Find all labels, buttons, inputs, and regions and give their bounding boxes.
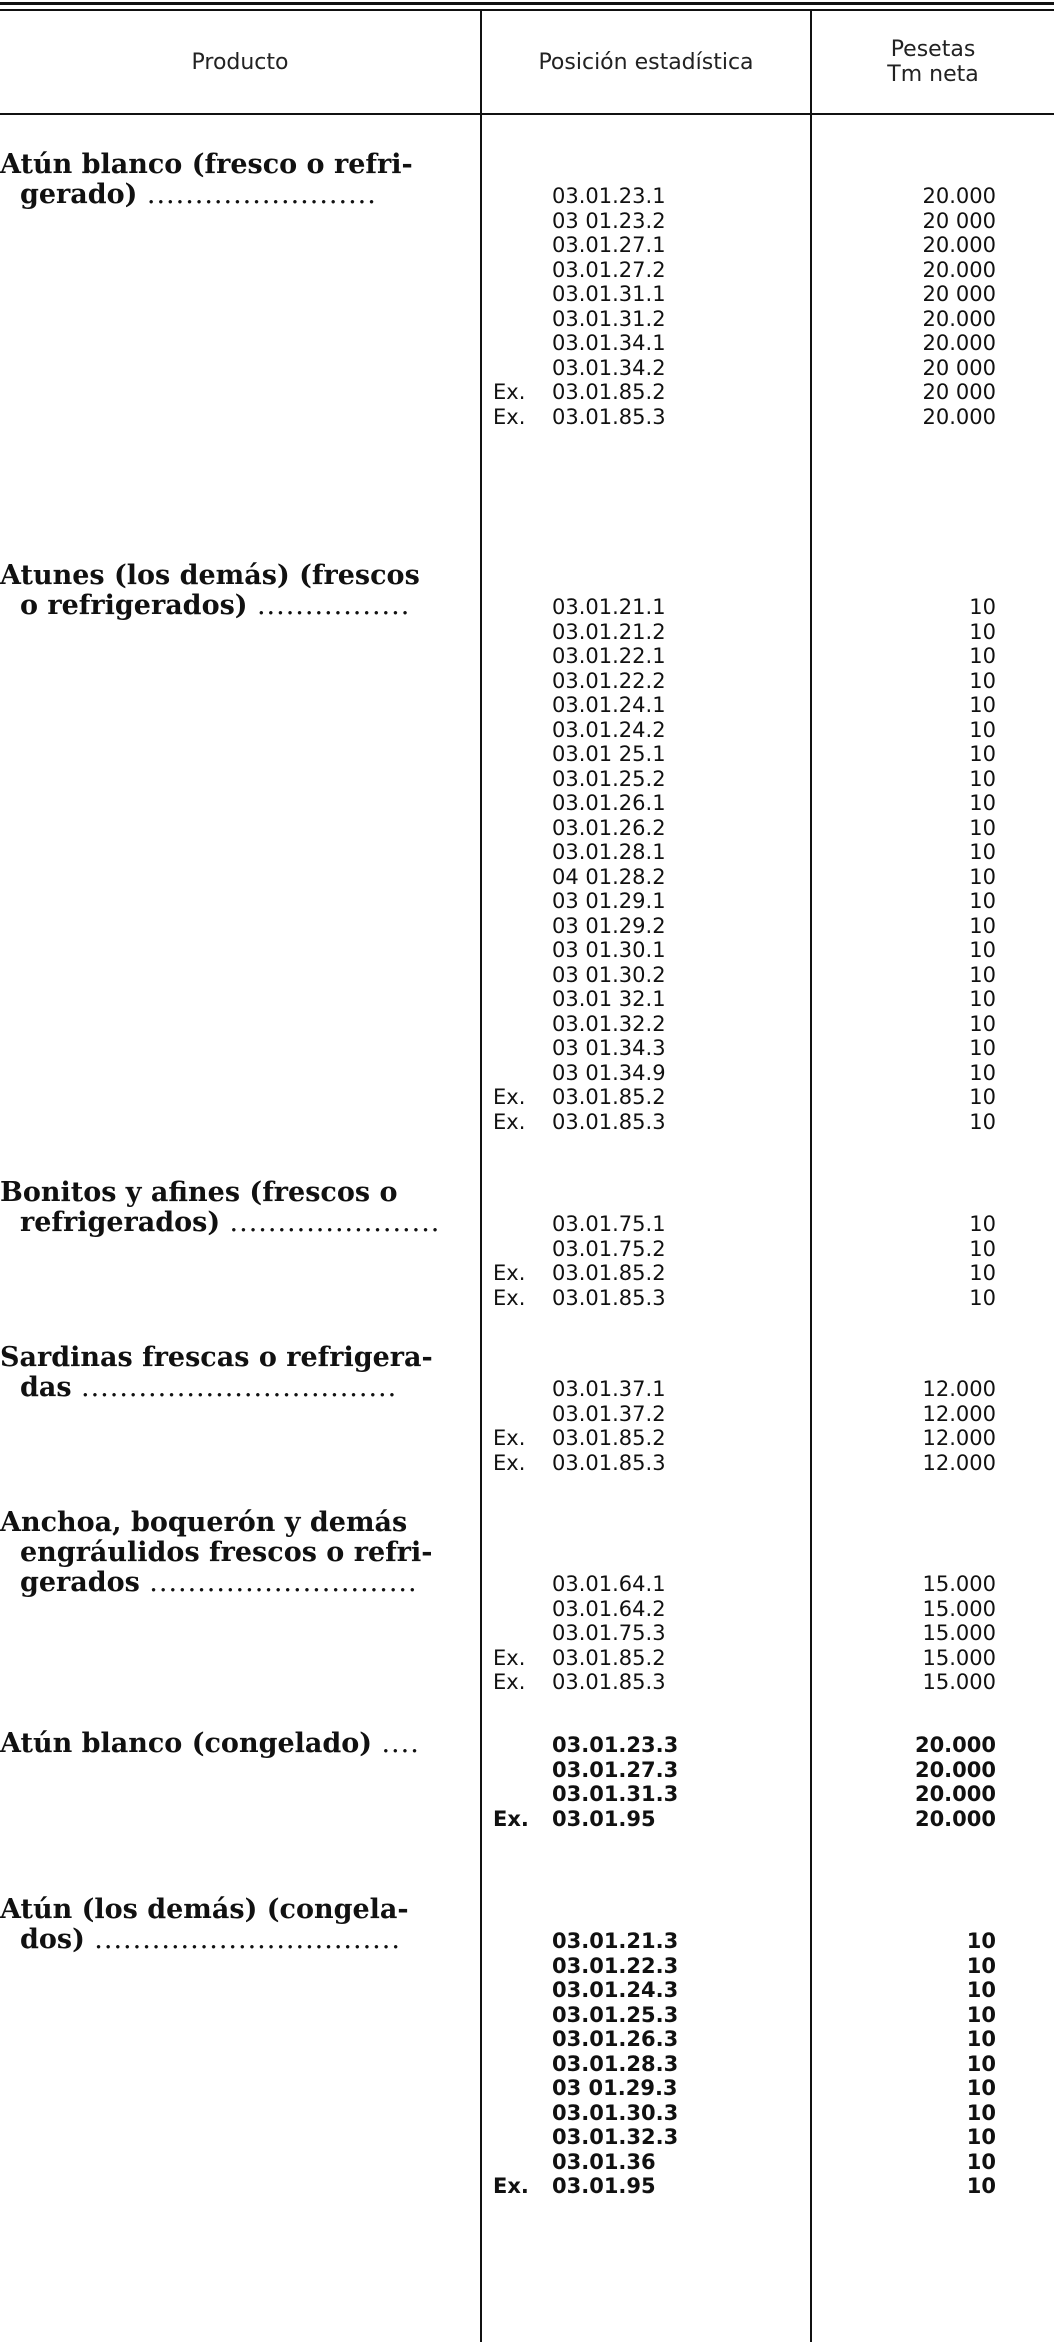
leader-dots: ...................... bbox=[229, 1208, 441, 1238]
leader-dots: ................................ bbox=[94, 1925, 401, 1955]
pesetas-value: 20.000 bbox=[914, 1782, 996, 1806]
pesetas-value: 10 bbox=[966, 2051, 996, 2076]
table-row bbox=[0, 331, 1054, 356]
product-line: Sardinas frescas o refrigera- bbox=[0, 1343, 433, 1373]
table-row bbox=[0, 1621, 1054, 1646]
table-row bbox=[0, 2101, 1054, 2126]
leader-dots: ............................ bbox=[149, 1568, 418, 1598]
statistical-position: 03.01.64.2 bbox=[552, 1596, 666, 1621]
table-row bbox=[0, 1110, 1054, 1135]
pesetas-value: 10 bbox=[969, 1085, 996, 1109]
statistical-position: 03.01.21.2 bbox=[552, 619, 666, 644]
product-line: engráulidos frescos o refri- bbox=[20, 1538, 433, 1568]
table-row bbox=[0, 1758, 1054, 1783]
pesetas-value: 15.000 bbox=[922, 1572, 996, 1596]
pesetas-value: 10 bbox=[969, 815, 996, 840]
table-row bbox=[0, 209, 1054, 234]
pesetas-value: 10 bbox=[969, 766, 996, 791]
table-row bbox=[0, 2125, 1054, 2150]
table-row bbox=[0, 258, 1054, 283]
statistical-position: 03.01.30.3 bbox=[552, 2100, 679, 2125]
statistical-position: 03.01.21.1 bbox=[552, 595, 666, 619]
statistical-position: 03.01.85.2 bbox=[552, 380, 666, 404]
pesetas-value: 10 bbox=[969, 717, 996, 742]
table-row bbox=[0, 2003, 1054, 2028]
pesetas-value: 10 bbox=[969, 913, 996, 938]
pesetas-value: 12.000 bbox=[922, 1401, 996, 1426]
pesetas-value: 10 bbox=[966, 2149, 996, 2174]
ex-prefix: Ex. bbox=[493, 1670, 526, 1694]
product-line: Atunes (los demás) (frescos bbox=[0, 561, 420, 591]
pesetas-value: 10 bbox=[969, 1036, 996, 1060]
pesetas-value: 10 bbox=[966, 2076, 996, 2100]
ex-prefix: Ex. bbox=[493, 1450, 526, 1475]
leader-dots: ................................. bbox=[80, 1373, 398, 1403]
table-row bbox=[0, 2174, 1054, 2199]
statistical-position: 03.01 25.1 bbox=[552, 742, 666, 766]
statistical-position: 03.01.26.1 bbox=[552, 791, 666, 815]
statistical-position: 03.01.27.1 bbox=[552, 233, 666, 257]
table-row bbox=[0, 1572, 1054, 1597]
table-row bbox=[0, 669, 1054, 694]
ex-prefix: Ex. bbox=[493, 1645, 526, 1670]
table-row bbox=[0, 1061, 1054, 1086]
pesetas-value: 10 bbox=[966, 1953, 996, 1978]
statistical-position: 03.01.85.3 bbox=[552, 1285, 666, 1310]
statistical-position: 03.01.32.3 bbox=[552, 2125, 679, 2149]
pesetas-value: 10 bbox=[966, 1929, 996, 1953]
header-producto: Producto bbox=[191, 49, 289, 75]
table-row bbox=[0, 791, 1054, 816]
statistical-position: 03 01.34.9 bbox=[552, 1060, 666, 1085]
table-row bbox=[0, 1807, 1054, 1832]
table-row bbox=[0, 1451, 1054, 1476]
table-row bbox=[0, 767, 1054, 792]
statistical-position: 03.01.23.3 bbox=[552, 1733, 679, 1757]
product-line: Anchoa, boquerón y demás bbox=[0, 1508, 408, 1538]
pesetas-value: 15.000 bbox=[922, 1645, 996, 1670]
leader-dots: ........................ bbox=[146, 180, 377, 210]
statistical-position: 03.01.85.2 bbox=[552, 1426, 666, 1450]
table-row bbox=[0, 1733, 1054, 1758]
pesetas-value: 10 bbox=[969, 1109, 996, 1134]
pesetas-value: 12.000 bbox=[922, 1426, 996, 1450]
ex-prefix: Ex. bbox=[493, 404, 526, 429]
pesetas-value: 10 bbox=[969, 1011, 996, 1036]
pesetas-value: 10 bbox=[969, 742, 996, 766]
ex-prefix: Ex. bbox=[493, 1806, 529, 1831]
product-line: o refrigerados) ................ bbox=[20, 591, 411, 621]
statistical-position: 03.01.28.1 bbox=[552, 840, 666, 864]
code-rows bbox=[0, 1212, 1054, 1310]
header-rule bbox=[0, 113, 1054, 115]
table-row bbox=[0, 1286, 1054, 1311]
statistical-position: 03 01.30.1 bbox=[552, 938, 666, 962]
table-row bbox=[0, 2052, 1054, 2077]
pesetas-value: 20.000 bbox=[922, 404, 996, 429]
pesetas-value: 10 bbox=[966, 2002, 996, 2027]
table-row bbox=[0, 1085, 1054, 1110]
top-rule bbox=[0, 2, 1054, 5]
statistical-position: 03.01.37.1 bbox=[552, 1377, 666, 1401]
pesetas-value: 20 000 bbox=[922, 380, 996, 404]
pesetas-value: 10 bbox=[966, 2174, 996, 2198]
pesetas-value: 10 bbox=[969, 987, 996, 1011]
product-line: das ................................. bbox=[20, 1373, 398, 1403]
statistical-position: 03.01.24.3 bbox=[552, 1978, 679, 2002]
statistical-position: 03.01.95 bbox=[552, 2174, 656, 2198]
ex-prefix: Ex. bbox=[493, 1426, 526, 1450]
pesetas-value: 20 000 bbox=[922, 208, 996, 233]
pesetas-value: 20.000 bbox=[914, 1757, 996, 1782]
statistical-position: 03.01 32.1 bbox=[552, 987, 666, 1011]
table-row bbox=[0, 889, 1054, 914]
statistical-position: 03.01.85.2 bbox=[552, 1645, 666, 1670]
statistical-position: 03.01.85.2 bbox=[552, 1085, 666, 1109]
ex-prefix: Ex. bbox=[493, 1109, 526, 1134]
code-rows bbox=[0, 184, 1054, 429]
pesetas-value: 10 bbox=[969, 644, 996, 668]
table-row bbox=[0, 914, 1054, 939]
pesetas-value: 10 bbox=[969, 1212, 996, 1236]
statistical-position: 03.01.22.3 bbox=[552, 1953, 679, 1978]
code-rows bbox=[0, 1377, 1054, 1475]
table-row bbox=[0, 963, 1054, 988]
pesetas-value: 20.000 bbox=[914, 1733, 996, 1757]
table-row bbox=[0, 1597, 1054, 1622]
ex-prefix: Ex. bbox=[493, 380, 526, 404]
table-row bbox=[0, 840, 1054, 865]
table-row bbox=[0, 405, 1054, 430]
code-rows bbox=[0, 595, 1054, 1134]
pesetas-value: 10 bbox=[966, 1978, 996, 2002]
ex-prefix: Ex. bbox=[493, 1085, 526, 1109]
pesetas-value: 10 bbox=[969, 693, 996, 717]
pesetas-value: 10 bbox=[969, 1261, 996, 1285]
pesetas-value: 10 bbox=[969, 791, 996, 815]
table-row bbox=[0, 987, 1054, 1012]
statistical-position: 03.01.22.1 bbox=[552, 644, 666, 668]
table-row bbox=[0, 1237, 1054, 1262]
table-row bbox=[0, 2150, 1054, 2175]
pesetas-value: 10 bbox=[969, 889, 996, 913]
product-line: Atún blanco (fresco o refri- bbox=[0, 150, 413, 180]
statistical-position: 03.01.75.2 bbox=[552, 1236, 666, 1261]
pesetas-value: 20.000 bbox=[922, 184, 996, 208]
table-row bbox=[0, 816, 1054, 841]
table-row bbox=[0, 307, 1054, 332]
pesetas-value: 20.000 bbox=[922, 233, 996, 257]
pesetas-value: 20 000 bbox=[922, 282, 996, 306]
table-row bbox=[0, 1012, 1054, 1037]
table-row bbox=[0, 1782, 1054, 1807]
statistical-position: 03.01.75.3 bbox=[552, 1621, 666, 1645]
product-line: gerado) ........................ bbox=[20, 180, 377, 210]
statistical-position: 03.01.31.3 bbox=[552, 1782, 679, 1806]
table-row bbox=[0, 282, 1054, 307]
table-row bbox=[0, 356, 1054, 381]
statistical-position: 03 01.30.2 bbox=[552, 962, 666, 987]
statistical-position: 03.01.23.1 bbox=[552, 184, 666, 208]
statistical-position: 03.01.21.3 bbox=[552, 1929, 679, 1953]
pesetas-value: 10 bbox=[966, 2125, 996, 2149]
table-row bbox=[0, 1929, 1054, 1954]
statistical-position: 03.01.85.2 bbox=[552, 1261, 666, 1285]
header-pesetas: Pesetas Tm neta bbox=[887, 37, 979, 87]
statistical-position: 03.01.85.3 bbox=[552, 1670, 666, 1694]
table-row bbox=[0, 1261, 1054, 1286]
pesetas-value: 20.000 bbox=[922, 306, 996, 331]
statistical-position: 03.01.26.3 bbox=[552, 2027, 679, 2051]
table-row bbox=[0, 1646, 1054, 1671]
statistical-position: 03.01.36 bbox=[552, 2149, 656, 2174]
statistical-position: 03 01.23.2 bbox=[552, 208, 666, 233]
table-row bbox=[0, 1377, 1054, 1402]
product-line: Atún (los demás) (congela- bbox=[0, 1895, 409, 1925]
pesetas-value: 10 bbox=[969, 840, 996, 864]
table-row bbox=[0, 718, 1054, 743]
table-row bbox=[0, 380, 1054, 405]
pesetas-value: 20.000 bbox=[922, 331, 996, 355]
product-line: Atún blanco (congelado) .... bbox=[0, 1729, 420, 1759]
table-row bbox=[0, 938, 1054, 963]
statistical-position: 04 01.28.2 bbox=[552, 864, 666, 889]
ex-prefix: Ex. bbox=[493, 2174, 529, 2198]
table-row bbox=[0, 1978, 1054, 2003]
pesetas-value: 10 bbox=[969, 938, 996, 962]
pesetas-value: 10 bbox=[969, 595, 996, 619]
statistical-position: 03.01.85.3 bbox=[552, 1450, 666, 1475]
statistical-position: 03.01.25.2 bbox=[552, 766, 666, 791]
table-row bbox=[0, 865, 1054, 890]
pesetas-value: 12.000 bbox=[922, 1450, 996, 1475]
table-row bbox=[0, 1402, 1054, 1427]
statistical-position: 03 01.34.3 bbox=[552, 1036, 666, 1060]
statistical-position: 03.01.31.2 bbox=[552, 306, 666, 331]
pesetas-value: 10 bbox=[966, 2027, 996, 2051]
table-row bbox=[0, 595, 1054, 620]
statistical-position: 03.01.34.1 bbox=[552, 331, 666, 355]
table-row bbox=[0, 1954, 1054, 1979]
statistical-position: 03.01.25.3 bbox=[552, 2002, 679, 2027]
pesetas-value: 10 bbox=[969, 1060, 996, 1085]
statistical-position: 03.01.27.3 bbox=[552, 1757, 679, 1782]
statistical-position: 03.01.34.2 bbox=[552, 355, 666, 380]
statistical-position: 03 01.29.1 bbox=[552, 889, 666, 913]
statistical-position: 03.01.85.3 bbox=[552, 1109, 666, 1134]
statistical-position: 03.01.37.2 bbox=[552, 1401, 666, 1426]
product-line: Bonitos y afines (frescos o bbox=[0, 1178, 398, 1208]
table-row bbox=[0, 742, 1054, 767]
pesetas-value: 10 bbox=[969, 864, 996, 889]
pesetas-value: 10 bbox=[969, 1285, 996, 1310]
pesetas-value: 12.000 bbox=[922, 1377, 996, 1401]
table-row bbox=[0, 620, 1054, 645]
table-row bbox=[0, 1036, 1054, 1061]
statistical-position: 03.01.95 bbox=[552, 1806, 656, 1831]
statistical-position: 03.01.75.1 bbox=[552, 1212, 666, 1236]
pesetas-value: 20 000 bbox=[922, 355, 996, 380]
product-line: dos) ................................ bbox=[20, 1925, 401, 1955]
statistical-position: 03.01.28.3 bbox=[552, 2051, 679, 2076]
code-rows bbox=[0, 1929, 1054, 2199]
table-row bbox=[0, 2076, 1054, 2101]
table-row bbox=[0, 693, 1054, 718]
table-row bbox=[0, 184, 1054, 209]
pesetas-value: 10 bbox=[969, 619, 996, 644]
ex-prefix: Ex. bbox=[493, 1285, 526, 1310]
table-row bbox=[0, 644, 1054, 669]
table-row bbox=[0, 1426, 1054, 1451]
statistical-position: 03.01.24.1 bbox=[552, 693, 666, 717]
statistical-position: 03.01.26.2 bbox=[552, 815, 666, 840]
pesetas-value: 10 bbox=[969, 962, 996, 987]
product-line: refrigerados) ...................... bbox=[20, 1208, 441, 1238]
statistical-position: 03.01.31.1 bbox=[552, 282, 666, 306]
table-row bbox=[0, 233, 1054, 258]
pesetas-value: 15.000 bbox=[922, 1670, 996, 1694]
statistical-position: 03.01.27.2 bbox=[552, 257, 666, 282]
pesetas-value: 10 bbox=[969, 1236, 996, 1261]
ex-prefix: Ex. bbox=[493, 1261, 526, 1285]
code-rows bbox=[0, 1733, 1054, 1831]
pesetas-value: 15.000 bbox=[922, 1621, 996, 1645]
table-row bbox=[0, 2027, 1054, 2052]
header-posicion: Posición estadística bbox=[538, 49, 754, 75]
code-rows bbox=[0, 1572, 1054, 1695]
statistical-position: 03.01.85.3 bbox=[552, 404, 666, 429]
statistical-position: 03.01.32.2 bbox=[552, 1011, 666, 1036]
pesetas-value: 15.000 bbox=[922, 1596, 996, 1621]
pesetas-value: 20.000 bbox=[922, 257, 996, 282]
statistical-position: 03.01.64.1 bbox=[552, 1572, 666, 1596]
table-row bbox=[0, 1670, 1054, 1695]
leader-dots: ................ bbox=[256, 591, 411, 621]
table-row bbox=[0, 1212, 1054, 1237]
pesetas-value: 10 bbox=[966, 2100, 996, 2125]
pesetas-value: 10 bbox=[969, 668, 996, 693]
statistical-position: 03.01.24.2 bbox=[552, 717, 666, 742]
statistical-position: 03.01.22.2 bbox=[552, 668, 666, 693]
statistical-position: 03 01.29.3 bbox=[552, 2076, 678, 2100]
leader-dots: .... bbox=[381, 1729, 420, 1759]
product-line: gerados ............................ bbox=[20, 1568, 418, 1598]
statistical-position: 03 01.29.2 bbox=[552, 913, 666, 938]
pesetas-value: 20.000 bbox=[914, 1806, 996, 1831]
